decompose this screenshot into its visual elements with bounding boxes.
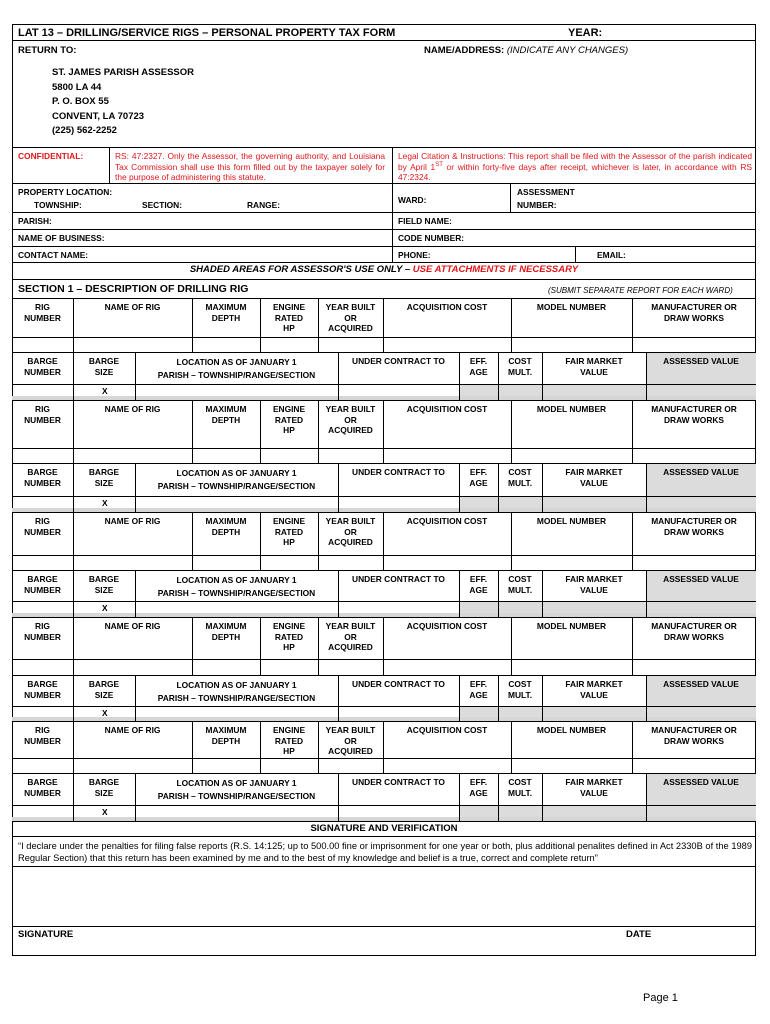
rig-header-3-maximum: MAXIMUM DEPTH: [205, 516, 247, 537]
barge-header-3-location-parish_trs: LOCATION AS OF JANUARY 1 PARISH – TOWNSHIP/RANGE/SECTION: [157, 575, 316, 598]
contact-name-label: CONTACT NAME:: [18, 250, 89, 260]
rig-entry-4-name_of_rig[interactable]: [74, 660, 191, 674]
barge-header-2-under_contract-under_contract: UNDER CONTRACT TO: [352, 467, 445, 477]
barge-entry-2-1[interactable]: [13, 497, 72, 507]
rig-header-2-maximum: MAXIMUM DEPTH: [205, 404, 247, 425]
legal-citation: Legal Citation & Instructions: This report shall be filed with the Assessor of the parish indicated by April 1ST or within forty-five days after receipt, whichever is later, in accordance with RS 47:2324.: [398, 151, 752, 182]
barge-size-x-3: X: [102, 603, 108, 613]
rig-header-1-maximum: MAXIMUM DEPTH: [205, 302, 247, 323]
rig-entry-3-engine[interactable]: [261, 556, 317, 569]
rig-header-1-rig: RIG NUMBER: [24, 302, 61, 323]
rig-entry-5-name_of_rig[interactable]: [74, 759, 191, 772]
rig-entry-4-year_built[interactable]: [319, 660, 382, 674]
section1-title: SECTION 1 – DESCRIPTION OF DRILLING RIG: [18, 283, 249, 295]
barge-entry-5-2[interactable]: [74, 806, 134, 816]
barge-header-1-barge-number: BARGE NUMBER: [24, 356, 61, 377]
assessor-address: ST. JAMES PARISH ASSESSOR 5800 LA 44 P. O. BOX 55 CONVENT, LA 70723 (225) 562-2252: [52, 67, 195, 136]
rig-entry-4-rig[interactable]: [13, 660, 72, 674]
rig-header-4-maximum: MAXIMUM DEPTH: [205, 621, 247, 642]
rig-entry-5-acquisition_cost[interactable]: [384, 759, 510, 772]
rig-header-5-manufacturer: MANUFACTURER OR DRAW WORKS: [651, 725, 737, 746]
barge-header-5-cost-mult: COST MULT.: [507, 777, 533, 798]
barge-size-x-4: X: [102, 708, 108, 718]
rig-entry-1-acquisition_cost[interactable]: [384, 338, 510, 351]
rig-entry-3-year_built[interactable]: [319, 556, 382, 569]
rig-entry-2-maximum[interactable]: [193, 449, 259, 462]
barge-header-1-assessed_value-assessed_value: ASSESSED VALUE: [663, 356, 739, 366]
rig-header-2-engine: ENGINE RATED HP: [272, 404, 306, 435]
rig-entry-3-maximum[interactable]: [193, 556, 259, 569]
rig-header-4-acquisition_cost: ACQUISITION COST: [406, 621, 488, 631]
barge-header-3-barge-number: BARGE NUMBER: [24, 574, 61, 595]
rig-entry-1-manufacturer[interactable]: [633, 338, 755, 351]
barge-header-3-eff-age: EFF. AGE: [469, 574, 488, 595]
barge-header-4-assessed_value-assessed_value: ASSESSED VALUE: [663, 679, 739, 689]
rig-header-2-name_of_rig: NAME OF RIG: [104, 404, 161, 414]
rig-header-3-rig: RIG NUMBER: [24, 516, 61, 537]
barge-header-5-eff-age: EFF. AGE: [469, 777, 488, 798]
rig-entry-1-year_built[interactable]: [319, 338, 382, 351]
rig-entry-3-rig[interactable]: [13, 556, 72, 569]
rig-header-2-year_built: YEAR BUILT OR ACQUIRED: [325, 404, 376, 435]
barge-header-2-assessed_value-assessed_value: ASSESSED VALUE: [663, 467, 739, 477]
rig-entry-4-model_number[interactable]: [512, 660, 631, 674]
barge-entry-4-1[interactable]: [13, 707, 72, 716]
range-label: RANGE:: [247, 200, 281, 210]
confidential-text: RS: 47:2327. Only the Assessor, the governing authority, and Louisiana Tax Commission shall use this form filled out by the taxpayer solely for the purpose of administering this statute.: [115, 151, 385, 182]
rig-header-5-model_number: MODEL NUMBER: [536, 725, 607, 735]
year-label: YEAR:: [568, 27, 603, 39]
rig-header-1-acquisition_cost: ACQUISITION COST: [406, 302, 488, 312]
page-number: Page 1: [643, 992, 678, 1004]
rig-header-4-year_built: YEAR BUILT OR ACQUIRED: [325, 621, 376, 652]
rig-entry-2-year_built[interactable]: [319, 449, 382, 462]
barge-entry-3-2[interactable]: [74, 602, 134, 612]
barge-size-x-2: X: [102, 498, 108, 508]
rig-header-5-acquisition_cost: ACQUISITION COST: [406, 725, 488, 735]
barge-header-5-location-parish_trs: LOCATION AS OF JANUARY 1 PARISH – TOWNSHIP/RANGE/SECTION: [157, 778, 316, 801]
rig-entry-4-engine[interactable]: [261, 660, 317, 674]
barge-header-1-under_contract-under_contract: UNDER CONTRACT TO: [352, 356, 445, 366]
rig-header-3-engine: ENGINE RATED HP: [272, 516, 306, 547]
barge-header-2-eff-age: EFF. AGE: [469, 467, 488, 488]
rig-entry-5-manufacturer[interactable]: [633, 759, 755, 772]
rig-header-4-model_number: MODEL NUMBER: [536, 621, 607, 631]
barge-entry-4-2[interactable]: [74, 707, 134, 716]
rig-entry-5-rig[interactable]: [13, 759, 72, 772]
barge-entry-3-1[interactable]: [13, 602, 72, 612]
section1-note: (SUBMIT SEPARATE REPORT FOR EACH WARD): [548, 286, 733, 295]
rig-entry-4-manufacturer[interactable]: [633, 660, 755, 674]
barge-header-5-barge-number: BARGE NUMBER: [24, 777, 61, 798]
barge-entry-1-3[interactable]: [136, 385, 337, 395]
code-number-label: CODE NUMBER:: [398, 233, 465, 243]
barge-header-2-fair_market-value: FAIR MARKET VALUE: [565, 467, 623, 488]
parish-label: PARISH:: [18, 216, 52, 226]
barge-size-x-1: X: [102, 386, 108, 396]
date-label: DATE: [626, 929, 652, 940]
barge-entry-3-3[interactable]: [136, 602, 337, 612]
rig-entry-2-rig[interactable]: [13, 449, 72, 462]
barge-entry-3-4[interactable]: [339, 602, 458, 612]
rig-entry-3-manufacturer[interactable]: [633, 556, 755, 569]
rig-entry-5-engine[interactable]: [261, 759, 317, 772]
barge-header-1-cost-mult: COST MULT.: [507, 356, 533, 377]
signature-field[interactable]: [18, 868, 752, 924]
rig-header-5-name_of_rig: NAME OF RIG: [104, 725, 161, 735]
rig-header-4-name_of_rig: NAME OF RIG: [104, 621, 161, 631]
field-name-label: FIELD NAME:: [398, 216, 452, 226]
rig-entry-2-name_of_rig[interactable]: [74, 449, 191, 462]
barge-header-2-cost-mult: COST MULT.: [507, 467, 533, 488]
rig-entry-4-acquisition_cost[interactable]: [384, 660, 510, 674]
barge-header-4-cost-mult: COST MULT.: [507, 679, 533, 700]
rig-header-1-engine: ENGINE RATED HP: [272, 302, 306, 333]
rig-entry-3-acquisition_cost[interactable]: [384, 556, 510, 569]
barge-entry-1-1[interactable]: [13, 385, 72, 395]
barge-entry-2-2[interactable]: [74, 497, 134, 507]
email-label: EMAIL:: [597, 250, 626, 260]
signature-heading: SIGNATURE AND VERIFICATION: [310, 823, 458, 834]
rig-header-3-year_built: YEAR BUILT OR ACQUIRED: [325, 516, 376, 547]
barge-header-3-cost-mult: COST MULT.: [507, 574, 533, 595]
rig-header-1-model_number: MODEL NUMBER: [536, 302, 607, 312]
barge-header-5-under_contract-under_contract: UNDER CONTRACT TO: [352, 777, 445, 787]
rig-header-5-rig: RIG NUMBER: [24, 725, 61, 746]
barge-entry-5-1[interactable]: [13, 806, 72, 816]
barge-header-5-assessed_value-assessed_value: ASSESSED VALUE: [663, 777, 739, 787]
township-label: TOWNSHIP:: [34, 200, 82, 210]
signature-label: SIGNATURE: [18, 929, 74, 940]
assessment-number-label: NUMBER:: [517, 200, 557, 210]
assessment-label: ASSESSMENT: [517, 187, 575, 197]
rig-entry-2-manufacturer[interactable]: [633, 449, 755, 462]
rig-header-4-engine: ENGINE RATED HP: [272, 621, 306, 652]
rig-entry-2-model_number[interactable]: [512, 449, 631, 462]
barge-header-4-under_contract-under_contract: UNDER CONTRACT TO: [352, 679, 445, 689]
phone-label: PHONE:: [398, 250, 431, 260]
rig-entry-4-maximum[interactable]: [193, 660, 259, 674]
business-name-label: NAME OF BUSINESS:: [18, 233, 105, 243]
barge-header-1-fair_market-value: FAIR MARKET VALUE: [565, 356, 623, 377]
rig-header-4-rig: RIG NUMBER: [24, 621, 61, 642]
rig-header-3-manufacturer: MANUFACTURER OR DRAW WORKS: [651, 516, 737, 537]
name-address-label: NAME/ADDRESS: (INDICATE ANY CHANGES): [424, 45, 629, 56]
rig-header-2-model_number: MODEL NUMBER: [536, 404, 607, 414]
rig-header-5-year_built: YEAR BUILT OR ACQUIRED: [325, 725, 376, 756]
rig-entry-5-year_built[interactable]: [319, 759, 382, 772]
rig-entry-1-engine[interactable]: [261, 338, 317, 351]
barge-header-4-barge-number: BARGE NUMBER: [24, 679, 61, 700]
property-location-label: PROPERTY LOCATION:: [18, 187, 113, 197]
rig-entry-1-maximum[interactable]: [193, 338, 259, 351]
rig-header-5-engine: ENGINE RATED HP: [272, 725, 306, 756]
barge-header-2-barge-size: BARGE SIZE: [88, 467, 120, 488]
rig-header-2-manufacturer: MANUFACTURER OR DRAW WORKS: [651, 404, 737, 425]
rig-entry-1-name_of_rig[interactable]: [74, 338, 191, 351]
rig-header-2-rig: RIG NUMBER: [24, 404, 61, 425]
rig-entry-1-model_number[interactable]: [512, 338, 631, 351]
barge-header-3-under_contract-under_contract: UNDER CONTRACT TO: [352, 574, 445, 584]
confidential-label: CONFIDENTIAL:: [18, 151, 84, 161]
rig-header-2-acquisition_cost: ACQUISITION COST: [406, 404, 488, 414]
rig-header-3-model_number: MODEL NUMBER: [536, 516, 607, 526]
form-title: LAT 13 – DRILLING/SERVICE RIGS – PERSONAL PROPERTY TAX FORM: [18, 27, 396, 39]
barge-header-3-assessed_value-assessed_value: ASSESSED VALUE: [663, 574, 739, 584]
barge-entry-1-2[interactable]: [74, 385, 134, 395]
rig-entry-5-maximum[interactable]: [193, 759, 259, 772]
rig-header-1-manufacturer: MANUFACTURER OR DRAW WORKS: [651, 302, 737, 323]
barge-header-4-location-parish_trs: LOCATION AS OF JANUARY 1 PARISH – TOWNSHIP/RANGE/SECTION: [157, 680, 316, 703]
barge-entry-4-3[interactable]: [136, 707, 337, 716]
barge-header-1-location-parish_trs: LOCATION AS OF JANUARY 1 PARISH – TOWNSHIP/RANGE/SECTION: [157, 357, 316, 380]
barge-entry-5-3[interactable]: [136, 806, 337, 816]
barge-entry-2-3[interactable]: [136, 497, 337, 507]
barge-header-3-barge-size: BARGE SIZE: [88, 574, 120, 595]
barge-entry-1-4[interactable]: [339, 385, 458, 395]
barge-entry-5-4[interactable]: [339, 806, 458, 816]
barge-header-2-barge-number: BARGE NUMBER: [24, 467, 61, 488]
rig-header-4-manufacturer: MANUFACTURER OR DRAW WORKS: [651, 621, 737, 642]
barge-entry-4-4[interactable]: [339, 707, 458, 716]
rig-entry-2-engine[interactable]: [261, 449, 317, 462]
barge-header-4-eff-age: EFF. AGE: [469, 679, 488, 700]
rig-entry-3-model_number[interactable]: [512, 556, 631, 569]
declaration-text: “I declare under the penalties for filing false reports (R.S. 14:125; up to 500.00 fine or imprisonment for one year or both, plus additional penalites defined in Act 2330B of the 1989 Regular Section) that this return has been examined by me and to the best of my knowledge and belief is a true, correct and complete return”: [18, 841, 752, 863]
barge-header-1-barge-size: BARGE SIZE: [88, 356, 120, 377]
barge-header-1-eff-age: EFF. AGE: [469, 356, 488, 377]
barge-entry-2-4[interactable]: [339, 497, 458, 507]
section-label: SECTION:: [142, 200, 183, 210]
ward-label: WARD:: [398, 195, 427, 205]
rig-header-1-year_built: YEAR BUILT OR ACQUIRED: [325, 302, 376, 333]
rig-header-5-maximum: MAXIMUM DEPTH: [205, 725, 247, 746]
barge-header-4-barge-size: BARGE SIZE: [88, 679, 120, 700]
rig-header-1-name_of_rig: NAME OF RIG: [104, 302, 161, 312]
barge-size-x-5: X: [102, 807, 108, 817]
barge-header-5-fair_market-value: FAIR MARKET VALUE: [565, 777, 623, 798]
barge-header-4-fair_market-value: FAIR MARKET VALUE: [565, 679, 623, 700]
barge-header-2-location-parish_trs: LOCATION AS OF JANUARY 1 PARISH – TOWNSHIP/RANGE/SECTION: [157, 468, 316, 491]
barge-header-3-fair_market-value: FAIR MARKET VALUE: [565, 574, 623, 595]
return-to-label: RETURN TO:: [18, 45, 77, 56]
rig-entry-2-acquisition_cost[interactable]: [384, 449, 510, 462]
rig-entry-1-rig[interactable]: [13, 338, 72, 351]
barge-header-5-barge-size: BARGE SIZE: [88, 777, 120, 798]
rig-header-3-name_of_rig: NAME OF RIG: [104, 516, 161, 526]
rig-entry-5-model_number[interactable]: [512, 759, 631, 772]
rig-header-3-acquisition_cost: ACQUISITION COST: [406, 516, 488, 526]
rig-entry-3-name_of_rig[interactable]: [74, 556, 191, 569]
shaded-areas-note: SHADED AREAS FOR ASSESSOR'S USE ONLY – USE ATTACHMENTS IF NECESSARY: [189, 264, 579, 275]
